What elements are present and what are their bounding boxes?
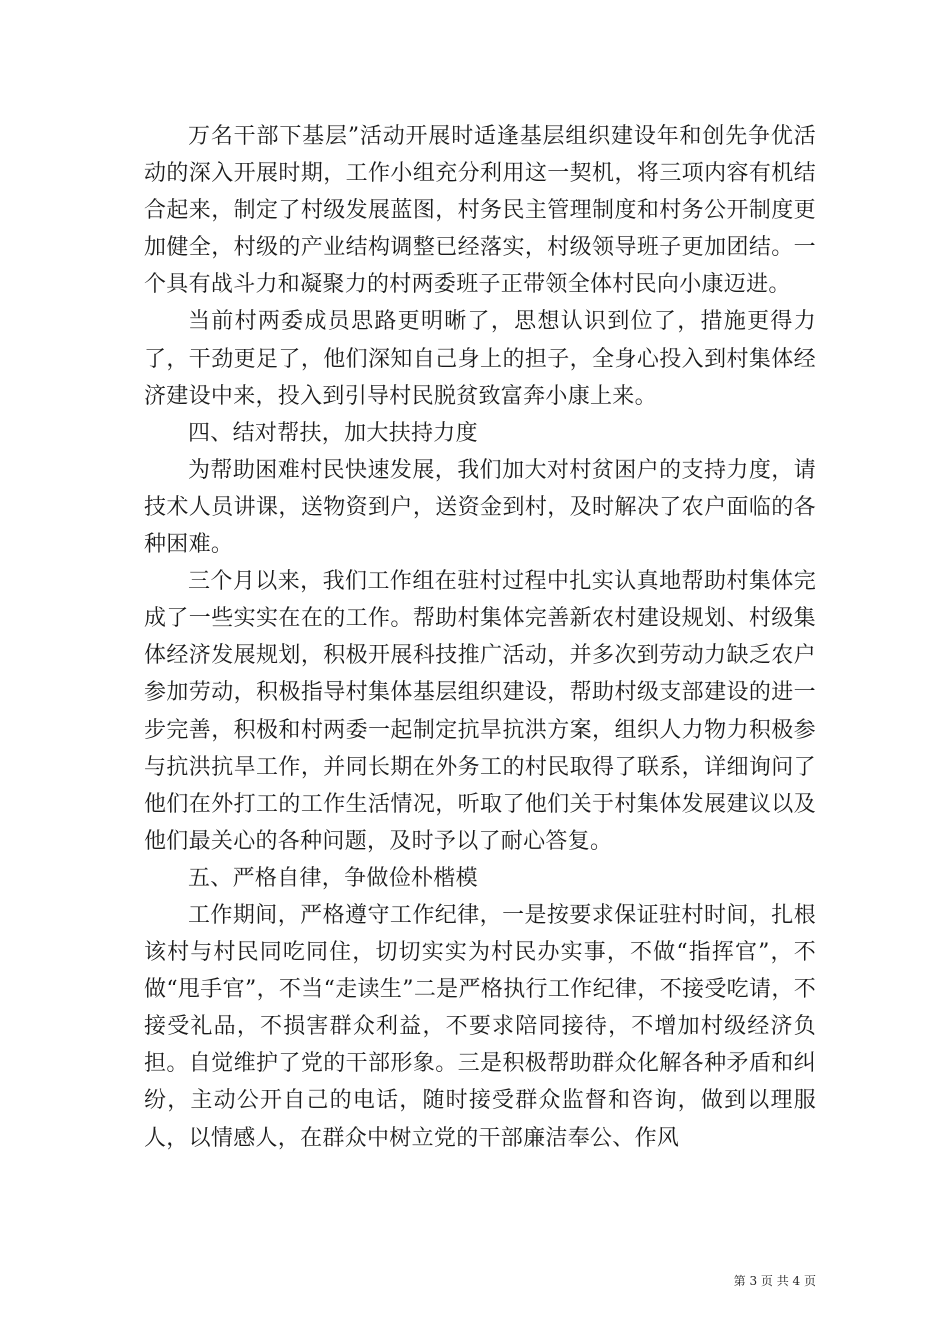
document-body — [144, 118, 816, 1157]
section-heading-4: 四、结对帮扶，加大扶持力度 — [188, 420, 478, 446]
page-number: 第 3 页 共 4 页 — [733, 1274, 816, 1288]
paragraph-2: 当前村两委成员思路更明晰了，思想认识到位了，措施更得力了，干劲更足了，他们深知自己身上的担子，全身心投入到村集体经济建设中来，投入到引导村民脱贫致富奔小康上来。 — [144, 309, 816, 409]
paragraph-5: 工作期间，严格遵守工作纪律，一是按要求保证驻村时间，扎根该村与村民同吃同住，切切实实为村民办实事，不做“指挥官”，不做“甩手官”，不当“走读生”二是严格执行工作纪律，不接受吃请，不接受礼品，不损害群众利益，不要求陪同接待，不增加村级经济负担。自觉维护了党的干部形象。三是积极帮助群众化解各种矛盾和纠纷，主动公开自己的电话，随时接受群众监督和咨询，做到以理服人，以情感人，在群众中树立党的干部廉洁奉公、作风 — [144, 902, 816, 1151]
section-heading-5: 五、严格自律，争做俭朴楷模 — [188, 865, 478, 891]
paragraph-4: 三个月以来，我们工作组在驻村过程中扎实认真地帮助村集体完成了一些实实在在的工作。帮助村集体完善新农村建设规划、村级集体经济发展规划，积极开展科技推广活动，并多次到劳动力缺乏农户参加劳动，积极指导村集体基层组织建设，帮助村级支部建设的进一步完善，积极和村两委一起制定抗旱抗洪方案，组织人力物力积极参与抗洪抗旱工作，并同长期在外务工的村民取得了联系，详细询问了他们在外打工的工作生活情况，听取了他们关于村集体发展建议以及他们最关心的各种问题，及时予以了耐心答复。 — [144, 569, 816, 854]
paragraph-1: 万名干部下基层”活动开展时适逢基层组织建设年和创先争优活动的深入开展时期，工作小组充分利用这一契机，将三项内容有机结合起来，制定了村级发展蓝图，村务民主管理制度和村务公开制度更加健全，村级的产业结构调整已经落实，村级领导班子更加团结。一个具有战斗力和凝聚力的村两委班子正带领全体村民向小康迈进。 — [144, 124, 816, 298]
paragraph-3: 为帮助困难村民快速发展，我们加大对村贫困户的支持力度，请技术人员讲课，送物资到户，送资金到村，及时解决了农户面临的各种困难。 — [144, 457, 816, 558]
